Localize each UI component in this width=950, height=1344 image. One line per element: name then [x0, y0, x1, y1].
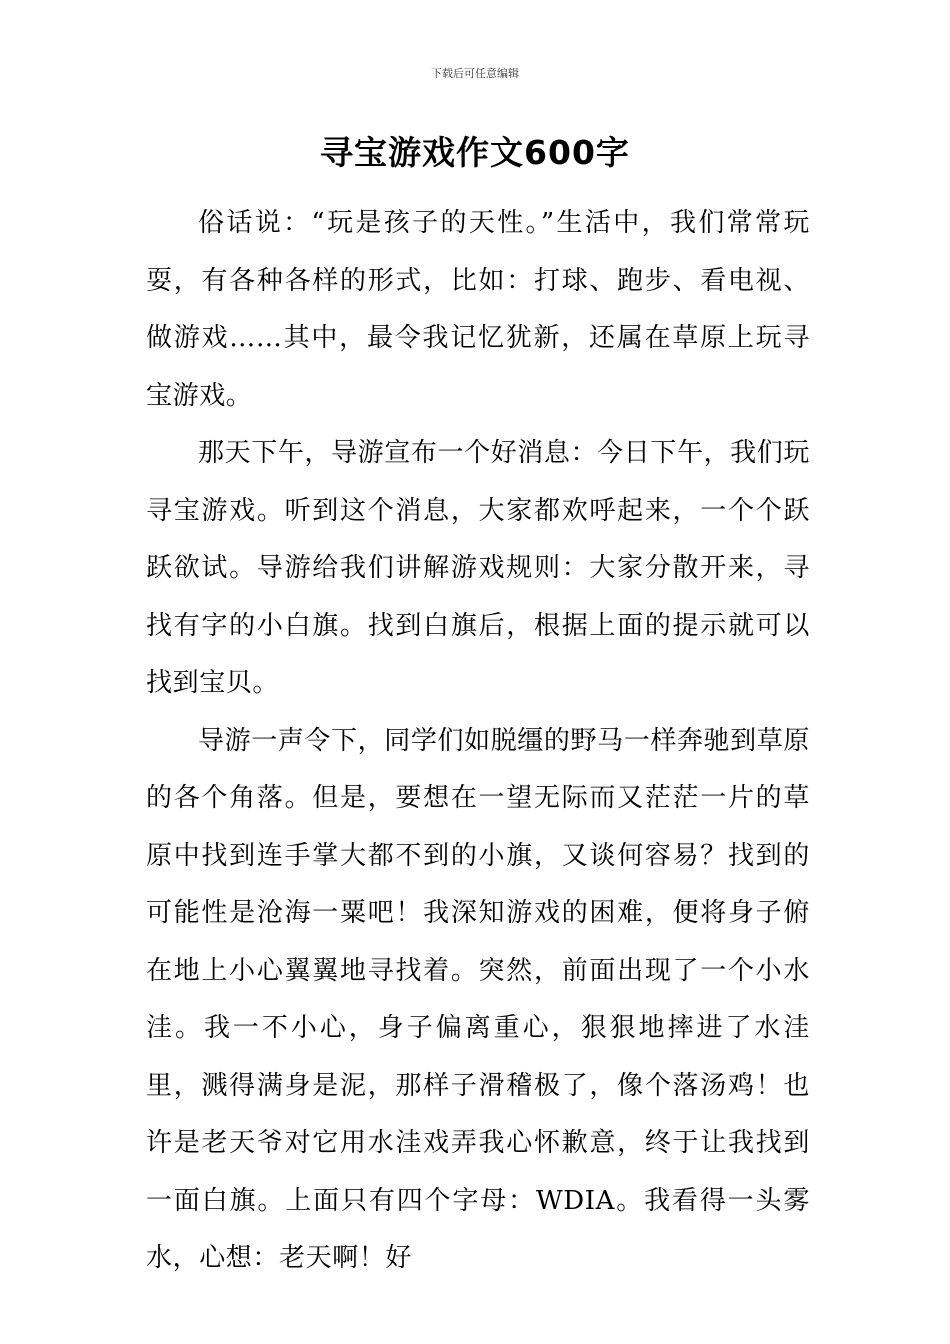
paragraph-2: 那天下午，导游宣布一个好消息：今日下午，我们玩寻宝游戏。听到这个消息，大家都欢呼起来，一个个跃跃欲试。导游给我们讲解游戏规则：大家分散开来，寻找有字的小白旗。找到白旗后，根据上面的提示就可以找到宝贝。 — [146, 438, 810, 698]
document-title: 寻宝游戏作文600字 — [320, 133, 630, 172]
header-note: 下载后可任意编辑 — [431, 67, 519, 80]
document-body — [146, 195, 810, 1288]
paragraph-1: 俗话说：“玩是孩子的天性。”生活中，我们常常玩耍，有各种各样的形式，比如：打球、跑步、看电视、做游戏……其中，最令我记忆犹新，还属在草原上玩寻宝游戏。 — [146, 208, 810, 411]
paragraph-3: 导游一声令下，同学们如脱缰的野马一样奔驰到草原的各个角落。但是，要想在一望无际而又茫茫一片的草原中找到连手掌大都不到的小旗，又谈何容易？找到的可能性是沧海一粟吧！我深知游戏的困难，便将身子俯在地上小心翼翼地寻找着。突然，前面出现了一个小水洼。我一不小心，身子偏离重心，狠狠地摔进了水洼里，溅得满身是泥，那样子滑稽极了，像个落汤鸡！也许是老天爷对它用水洼戏弄我心怀歉意，终于让我找到一面白旗。上面只有四个字母：WDIA。我看得一头雾水，心想：老天啊！好 — [146, 725, 810, 1273]
